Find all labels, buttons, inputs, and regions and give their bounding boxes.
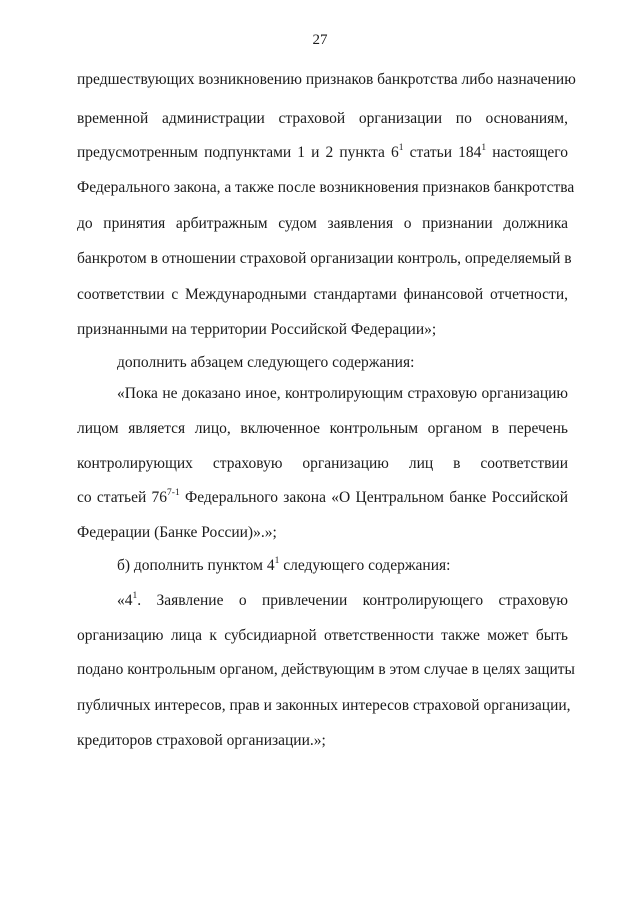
text-run: следующего содержания: (279, 557, 451, 574)
text-line: до принятия арбитражным судом заявления о признании должника (77, 215, 568, 232)
superscript: 1 (274, 556, 280, 566)
superscript: 1 (398, 143, 404, 153)
text-line: соответствии с Международными стандартами финансовой отчетности, (77, 286, 568, 303)
text-line: Федерации (Банке России)».»; (77, 524, 277, 541)
text-line: банкротом в отношении страховой организации контроль, определяемый в (77, 250, 572, 267)
text-run: б) дополнить пунктом 4 (117, 557, 275, 574)
text-line: предшествующих возникновению признаков банкротства либо назначению (77, 71, 576, 88)
text-line (77, 144, 568, 162)
superscript: 1 (481, 143, 487, 153)
text-run: «4 (117, 592, 133, 609)
text-line (77, 489, 568, 507)
text-run: со статьей 76 (77, 489, 168, 506)
text-run: настоящего (486, 144, 568, 161)
text-run: . Заявление о привлечении контролирующего страховую (137, 592, 568, 609)
text-line: временной администрации страховой организации по основаниям, (77, 110, 568, 127)
text-line (117, 592, 568, 610)
text-line: организацию лица к субсидиарной ответственности также может быть (77, 627, 568, 644)
text-run: предусмотренным подпунктами 1 и 2 пункта 6 (77, 144, 399, 161)
text-run: статьи 184 (403, 144, 482, 161)
superscript: 1 (132, 591, 138, 601)
text-line: Федерального закона, а также после возникновения признаков банкротства (77, 179, 575, 196)
text-line: кредиторов страховой организации.»; (77, 732, 326, 749)
text-line (117, 557, 450, 575)
text-run: Федерального закона «О Центральном банке Российской (179, 489, 568, 506)
text-line: контролирующих страховую организацию лиц в соответствии (77, 455, 568, 472)
page-number: 27 (312, 32, 328, 48)
superscript: 7-1 (167, 488, 180, 498)
text-line: «Пока не доказано иное, контролирующим страховую организацию (117, 385, 568, 402)
text-line: публичных интересов, прав и законных интересов страховой организации, (77, 697, 571, 714)
text-line: признанными на территории Российской Федерации»; (77, 321, 437, 338)
text-line: подано контрольным органом, действующим в этом случае в целях защиты (77, 661, 575, 678)
text-line: дополнить абзацем следующего содержания: (117, 354, 415, 371)
text-line: лицом является лицо, включенное контрольным органом в перечень (77, 420, 568, 437)
